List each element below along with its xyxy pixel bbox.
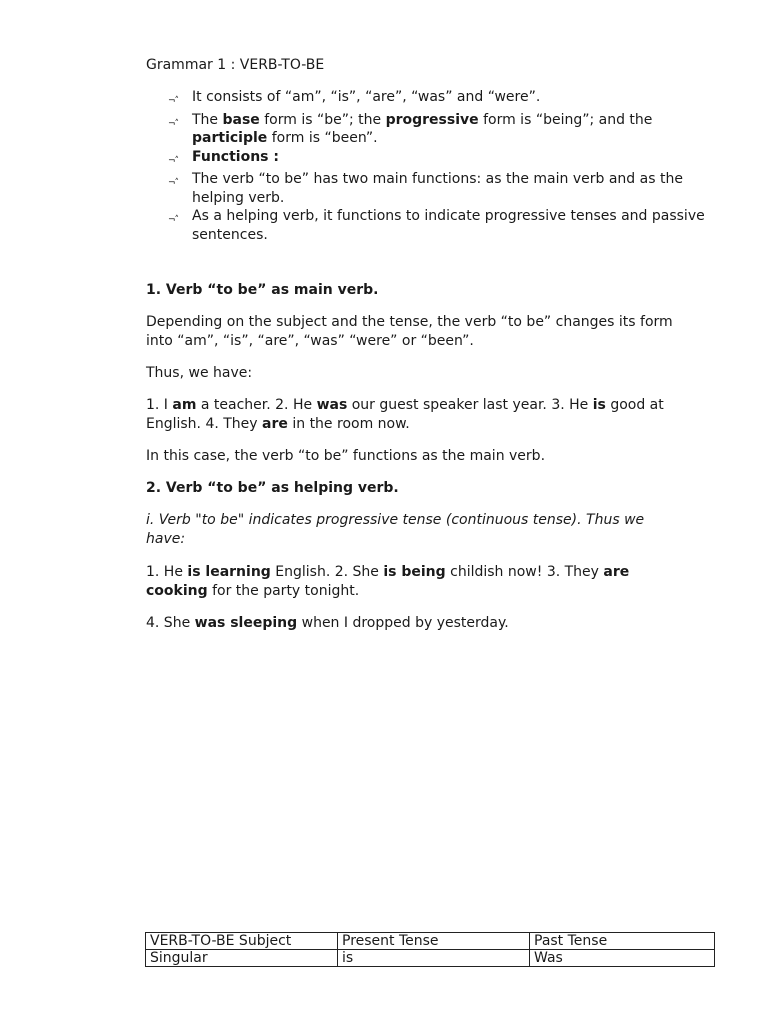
table-row — [146, 950, 715, 967]
section-1-conclusion: In this case, the verb “to be” functions as the main verb. — [146, 448, 546, 464]
section-2-heading: 2. Verb “to be” as helping verb. — [146, 480, 399, 496]
section-1-examples: 1. I am a teacher. 2. He was our guest speaker last year. 3. He is good at English. 4. They are in the room now. — [146, 397, 664, 432]
section-2-examples: 1. He is learning English. 2. She is being childish now! 3. They are cooking for the party tonight. — [146, 564, 630, 599]
table-cell: Singular — [146, 950, 338, 967]
bullet-item — [168, 170, 708, 207]
bullet-item — [168, 207, 708, 244]
bullet-mark-icon: ¬˄ — [168, 118, 179, 129]
section-1-paragraph: Depending on the subject and the tense, the verb “to be” changes its form into “am”, “is”, “are”, “was” “were” or “been”. — [146, 314, 673, 349]
bullet-text: Functions : — [192, 148, 279, 165]
table-header-cell: Past Tense — [530, 933, 715, 950]
bullet-item — [168, 88, 708, 111]
bullet-item — [168, 148, 708, 171]
bullet-text: The verb “to be” has two main functions: as the main verb and as the helping verb. — [192, 171, 683, 206]
bullet-list — [168, 88, 708, 244]
section-2-example-4: 4. She was sleeping when I dropped by yesterday. — [146, 615, 509, 631]
bullet-item — [168, 111, 708, 148]
table-header-cell: VERB-TO-BE Subject — [146, 933, 338, 950]
bullet-text: It consists of “am”, “is”, “are”, “was” and “were”. — [192, 89, 541, 105]
bullet-mark-icon: ¬˄ — [168, 96, 179, 106]
table-cell: is — [338, 950, 530, 967]
bullet-mark-icon: ¬˄ — [168, 155, 179, 166]
table-header-cell: Present Tense — [338, 933, 530, 950]
bullet-mark-icon: ¬˄ — [168, 215, 179, 225]
verb-table — [145, 932, 715, 967]
bullet-mark-icon: ¬˄ — [168, 178, 179, 188]
table-cell: Was — [530, 950, 715, 967]
section-1-heading: 1. Verb “to be” as main verb. — [146, 282, 379, 298]
section-1-intro: Thus, we have: — [146, 365, 253, 381]
table-header-row — [146, 933, 715, 950]
section-2-subheading: i. Verb "to be" indicates progressive tense (continuous tense). Thus we have: — [146, 512, 645, 547]
page-title: Grammar 1 : VERB-TO-BE — [146, 57, 325, 73]
bullet-text: The base form is “be”; the progressive form is “being”; and the participle form is “been”. — [192, 111, 653, 146]
bullet-text: As a helping verb, it functions to indicate progressive tenses and passive sentences. — [192, 208, 705, 243]
